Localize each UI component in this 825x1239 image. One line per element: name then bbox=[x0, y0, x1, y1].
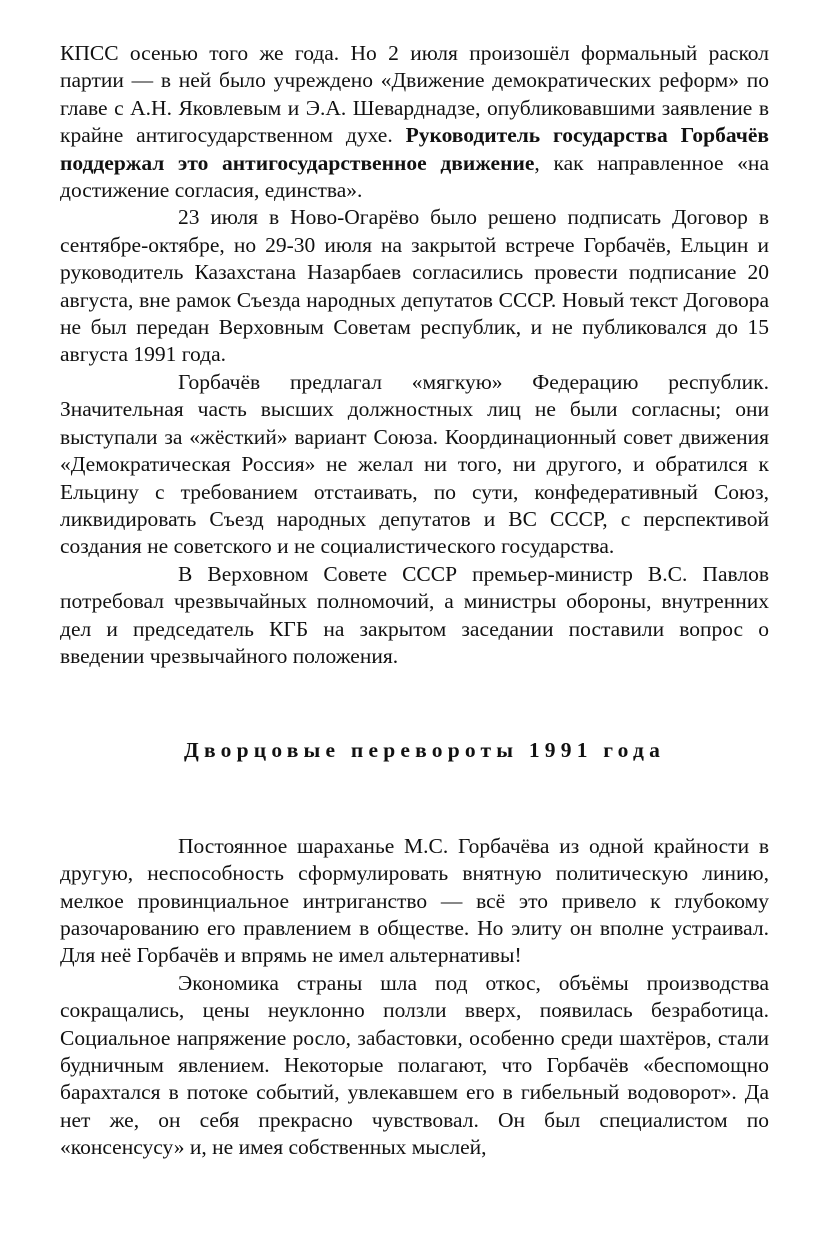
body-text-top bbox=[60, 40, 769, 670]
paragraph-bold-text: Руководитель государства Горбачёв поддержал это антигосударственное движение bbox=[60, 123, 769, 175]
section-heading: Дворцовые перевороты 1991 года bbox=[183, 738, 666, 763]
paragraph bbox=[60, 561, 769, 671]
paragraph-text: Постоянное шараханье М.С. Горбачёва из одной крайности в другую, неспособность сформулировать внятную политическую линию, мелкое провинциальное интриганство — всё это привело к глубокому разочарованию его правлением в обществе. Но элиту он вполне устраивал. Для неё Горбачёв и впрямь не имел альтернативы! bbox=[60, 833, 769, 968]
paragraph bbox=[60, 970, 769, 1162]
paragraph-text: 23 июля в Ново-Огарёво было решено подписать Договор в сентябре-октябре, но 29-30 июля на закрытой встрече Горбачёв, Ельцин и руководитель Казахстана Назарбаев согласились провести подписание 20 августа, вне рамок Съезда народных депутатов СССР. Новый текст Договора не был передан Верховным Советам республик, и не публиковался до 15 августа 1991 года. bbox=[60, 205, 769, 367]
document-page bbox=[60, 40, 769, 1162]
body-text-bottom bbox=[60, 833, 769, 1162]
paragraph bbox=[60, 204, 769, 368]
paragraph-text: , как направленное «на достижение согласия, единства». bbox=[60, 150, 769, 203]
paragraph bbox=[60, 833, 769, 970]
section-spacer bbox=[60, 765, 769, 833]
paragraph-text: Горбачёв предлагал «мягкую» Федерацию республик. Значительная часть высших должностных лиц не были согласны; они выступали за «жёсткий» вариант Союза. Координационный совет движения «Демократическая Россия» не желал ни того, ни другого, и обратился к Ельцину с требованием отстаивать, по сути, конфедеративный Союз, ликвидировать Съезд народных депутатов и ВС СССР, с перспективой создания не советского и не социалистического государства. bbox=[60, 369, 769, 559]
paragraph bbox=[60, 40, 769, 204]
paragraph-text: В Верховном Совете СССР премьер-министр В.С. Павлов потребовал чрезвычайных полномочий, а министры обороны, внутренних дел и председатель КГБ на закрытом заседании поставили вопрос о введении чрезвычайного положения. bbox=[60, 561, 769, 668]
paragraph-text: Экономика страны шла под откос, объёмы производства сокращались, цены неуклонно ползли вверх, появилась безработица. Социальное напряжение росло, забастовки, особенно среди шахтёров, стали будничным явлением. Некоторые полагают, что Горбачёв «беспомощно барахтался в потоке событий, увлекавшем его в гибельный водоворот». Да нет же, он себя прекрасно чувствовал. Он был специалистом по «консенсусу» и, не имея собственных мыслей, bbox=[60, 970, 769, 1160]
paragraph-text: КПСС осенью того же года. Но 2 июля произошёл формальный раскол партии — в ней было учреждено «Движение демократических реформ» по главе с А.Н. Яковлевым и Э.А. Шеварднадзе, опубликовавшими заявление в крайне антигосударственном духе. bbox=[60, 41, 769, 148]
paragraph bbox=[60, 369, 769, 561]
